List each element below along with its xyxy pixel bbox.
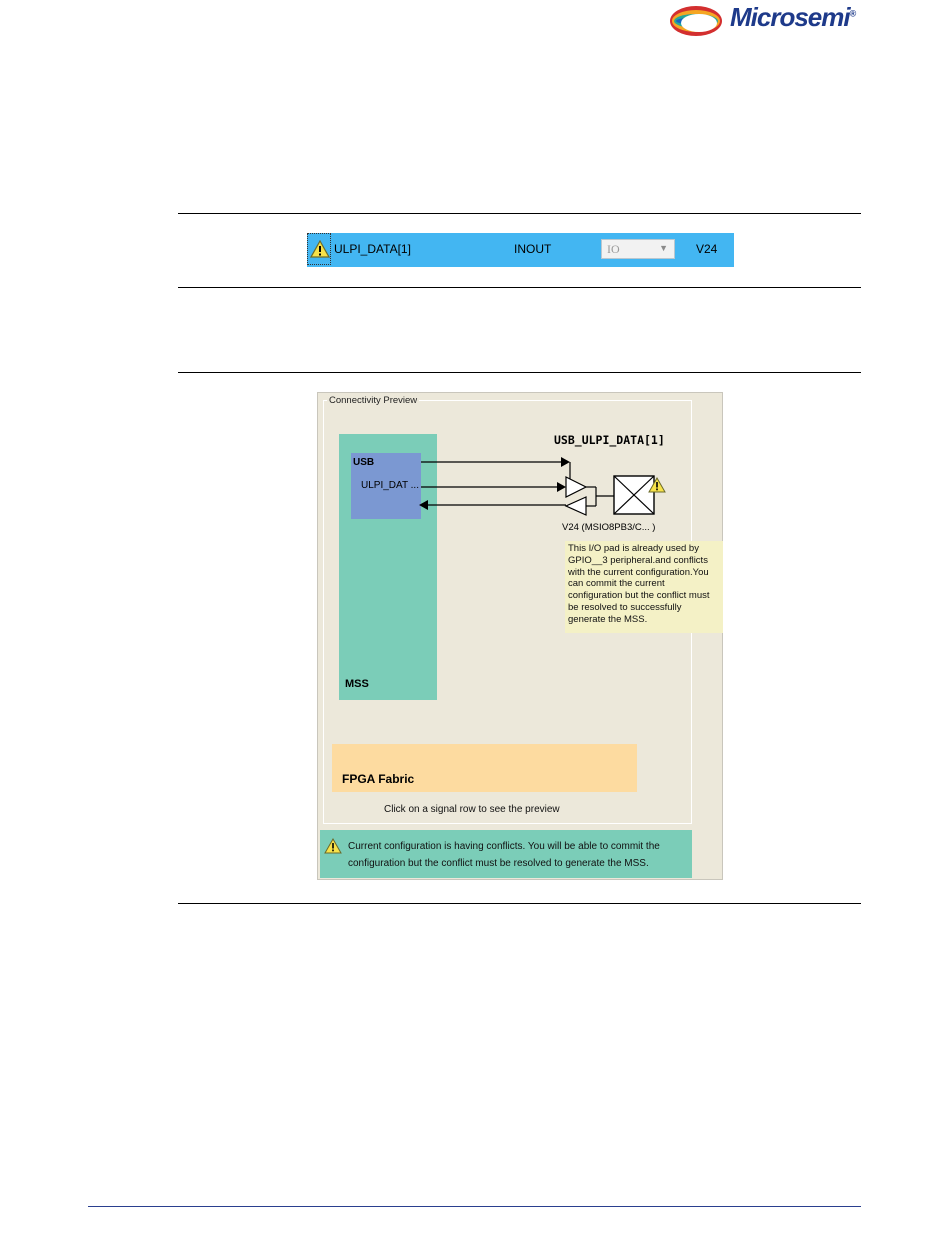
warning-icon xyxy=(648,477,666,493)
table-rule-top xyxy=(178,213,861,214)
fpga-fabric-label: FPGA Fabric xyxy=(342,772,415,786)
input-arrow-icon xyxy=(419,500,428,510)
figure-rule-bottom xyxy=(178,903,861,904)
signal-row[interactable] xyxy=(307,233,734,267)
conflict-status-bar xyxy=(320,830,692,878)
preview-hint: Click on a signal row to see the preview xyxy=(384,804,560,815)
footer-rule xyxy=(88,1206,861,1207)
connectivity-preview-panel xyxy=(317,392,723,880)
direction-cell: INOUT xyxy=(514,242,552,256)
usb-label: USB xyxy=(353,457,375,468)
ulpi-port-label: ULPI_DAT ... xyxy=(361,480,419,491)
fpga-fabric-block xyxy=(332,744,637,792)
row-focus-box xyxy=(307,233,331,265)
mss-label: MSS xyxy=(345,678,369,690)
dropdown-arrow-icon: ▼ xyxy=(659,243,668,253)
logo-text: Microsemi® xyxy=(730,2,856,32)
preview-title: Connectivity Preview xyxy=(329,395,418,406)
warning-icon xyxy=(310,240,330,258)
io-standard-value: IO xyxy=(607,242,620,256)
figure-rule-top xyxy=(178,372,861,373)
table-rule-bottom xyxy=(178,287,861,288)
status-message: Current configuration is having conflicts. You will be able to commit the configuration but the conflict must be resolved to generate the MSS. xyxy=(348,841,660,869)
warning-icon xyxy=(324,838,342,854)
pin-location-label: V24 (MSIO8PB3/C... ) xyxy=(562,522,656,533)
output-arrow-icon xyxy=(561,457,570,467)
pin-cell: V24 xyxy=(696,242,718,256)
usb-block[interactable] xyxy=(351,453,421,519)
io-standard-select[interactable] xyxy=(601,239,675,259)
conflict-tooltip: This I/O pad is already used by GPIO__3 peripheral.and conflicts with the current configuration.You can commit the current configuration but the conflict must be resolved to successfully generate the MSS. xyxy=(565,541,723,633)
signal-name-cell: ULPI_DATA[1] xyxy=(334,242,411,256)
signal-title: USB_ULPI_DATA[1] xyxy=(554,433,665,447)
